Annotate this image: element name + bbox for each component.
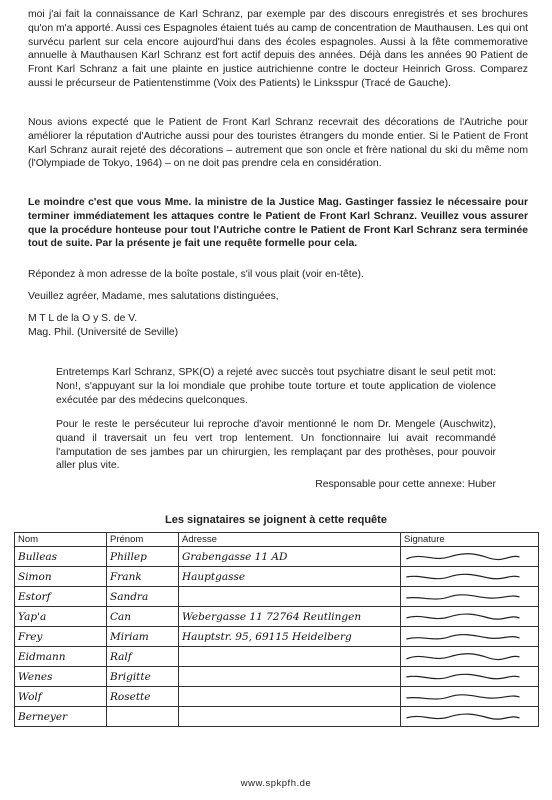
cell-nom: Wolf: [15, 687, 107, 707]
cell-signature: [401, 667, 539, 687]
paragraph-mauthausen: moi j'ai fait la connaissance de Karl Schranz, par exemple par des discours enregistrés et ses brochures qu'on m'a apporté. Aussi ces Espagnoles étaient tués au camp de concentration de Mauthausen. Les qui ont survécu parlent sur cela encore aujourd'hui dans des écoles espagnoles. Aussi à la fête commemorative annuelle à Mauthausen Karl Schranz est fort actif depuis des années. Déjà dans les années 90 Patient de Front Karl Schranz a fait une plainte en justice autrichienne contre le docteur Heinrich Gross. Comparez aussi le précurseur de Patientenstimme (Voix des Patients) le Linksspur (Tracé de Gauche).: [28, 9, 528, 89]
handwritten-signature: [404, 711, 522, 723]
handwritten-signature: [404, 631, 522, 643]
table-row: [15, 707, 539, 727]
handwritten-signature: [404, 691, 522, 703]
footer-url: www.spkpfh.de: [240, 778, 312, 789]
cell-nom: Eidmann: [15, 647, 107, 667]
handwritten-signature: [404, 651, 522, 663]
cell-signature: [401, 567, 539, 587]
paragraph-salutation: Veuillez agréer, Madame, mes salutations distinguées,: [28, 291, 279, 302]
table-header-row: [15, 533, 539, 547]
paragraph-request: Le moindre c'est que vous Mme. la ministre de la Justice Mag. Gastinger fassiez le nécessaire pour terminer immédiatement les attaques contre le Patient de Front Karl Schranz. Veuillez vous assurer que la procédure honteuse pour tout l'Autriche contre le Patient de Front Karl Schranz sera terminée tout de suite. Par la présente je fait une requête formelle pour cela.: [28, 197, 528, 250]
paragraph-reply-address: Répondez à mon adresse de la boîte postale, s'il vous plait (voir en-tête).: [28, 269, 364, 280]
column-header-adresse: Adresse: [179, 533, 401, 547]
table-row: [15, 547, 539, 567]
handwritten-signature: [404, 611, 522, 623]
cell-prenom: [107, 707, 179, 727]
handwritten-signature: [404, 671, 522, 683]
cell-nom: Bulleas: [15, 547, 107, 567]
cell-nom: Yap'a: [15, 607, 107, 627]
column-header-prenom: Prénom: [107, 533, 179, 547]
annex-paragraph-psychiatrist: Entretemps Karl Schranz, SPK(O) a rejeté avec succès tout psychiatre disant le seul petit mot: Non!, s'appuyant sur la loi mondiale que prohibe toute torture et toute application de violence exécutée par des médecins quelconques.: [56, 367, 496, 406]
cell-adresse: [179, 687, 401, 707]
handwritten-signature: [404, 551, 522, 563]
handwritten-signature: [404, 571, 522, 583]
table-row: [15, 687, 539, 707]
signatures-table-body: [15, 547, 539, 727]
signatures-table: [14, 532, 539, 727]
cell-adresse: Webergasse 11 72764 Reutlingen: [179, 607, 401, 627]
cell-nom: Berneyer: [15, 707, 107, 727]
cell-prenom: Frank: [107, 567, 179, 587]
cell-adresse: [179, 647, 401, 667]
handwritten-signature: [404, 591, 522, 603]
cell-prenom: Phillep: [107, 547, 179, 567]
cell-signature: [401, 707, 539, 727]
cell-nom: Wenes: [15, 667, 107, 687]
cell-signature: [401, 647, 539, 667]
table-row: [15, 567, 539, 587]
column-header-nom: Nom: [15, 533, 107, 547]
signer-name: M T L de la O y S. de V.: [28, 313, 138, 324]
cell-nom: Estorf: [15, 587, 107, 607]
cell-adresse: [179, 587, 401, 607]
cell-signature: [401, 587, 539, 607]
table-row: [15, 607, 539, 627]
signer-title: Mag. Phil. (Université de Seville): [28, 327, 179, 338]
cell-signature: [401, 627, 539, 647]
cell-signature: [401, 687, 539, 707]
table-row: [15, 667, 539, 687]
cell-nom: Frey: [15, 627, 107, 647]
table-row: [15, 647, 539, 667]
table-row: [15, 627, 539, 647]
cell-adresse: Hauptgasse: [179, 567, 401, 587]
cell-prenom: Sandra: [107, 587, 179, 607]
cell-adresse: [179, 667, 401, 687]
cell-nom: Simon: [15, 567, 107, 587]
paragraph-decorations: Nous avions expecté que le Patient de Front Karl Schranz recevrait des décorations de l'Autriche pour améliorer la réputation d'Autriche aussi pour des touristes étrangers du monde entier. Si le Patient de Front Karl Schranz aurait rejeté des décorations – autrement que son oncle et frère national du ski du même nom (l'Olympiade de Tokyo, 1964) – on ne doit pas prendre cela en considération.: [28, 117, 528, 170]
cell-prenom: Ralf: [107, 647, 179, 667]
cell-prenom: Brigitte: [107, 667, 179, 687]
signatures-title: Les signataires se joignent à cette requête: [165, 514, 387, 526]
cell-prenom: Rosette: [107, 687, 179, 707]
cell-signature: [401, 547, 539, 567]
cell-prenom: Can: [107, 607, 179, 627]
table-row: [15, 587, 539, 607]
cell-adresse: Grabengasse 11 AD: [179, 547, 401, 567]
annex-responsible: Responsable pour cette annexe: Huber: [315, 479, 496, 490]
cell-adresse: Hauptstr. 95, 69115 Heidelberg: [179, 627, 401, 647]
cell-prenom: Miriam: [107, 627, 179, 647]
cell-signature: [401, 607, 539, 627]
column-header-signature: Signature: [401, 533, 539, 547]
cell-adresse: [179, 707, 401, 727]
annex-paragraph-persecutor: Pour le reste le persécuteur lui reproche d'avoir mentionné le nom Dr. Mengele (Auschwitz), quand il traversait un feu vert trop lentement. Un fonctionnaire lui avait recommandé l'amputation de ses jambes par un chirurgien, les remplaçant par des prothèses, pour pouvoir aller plus vite.: [56, 419, 496, 472]
